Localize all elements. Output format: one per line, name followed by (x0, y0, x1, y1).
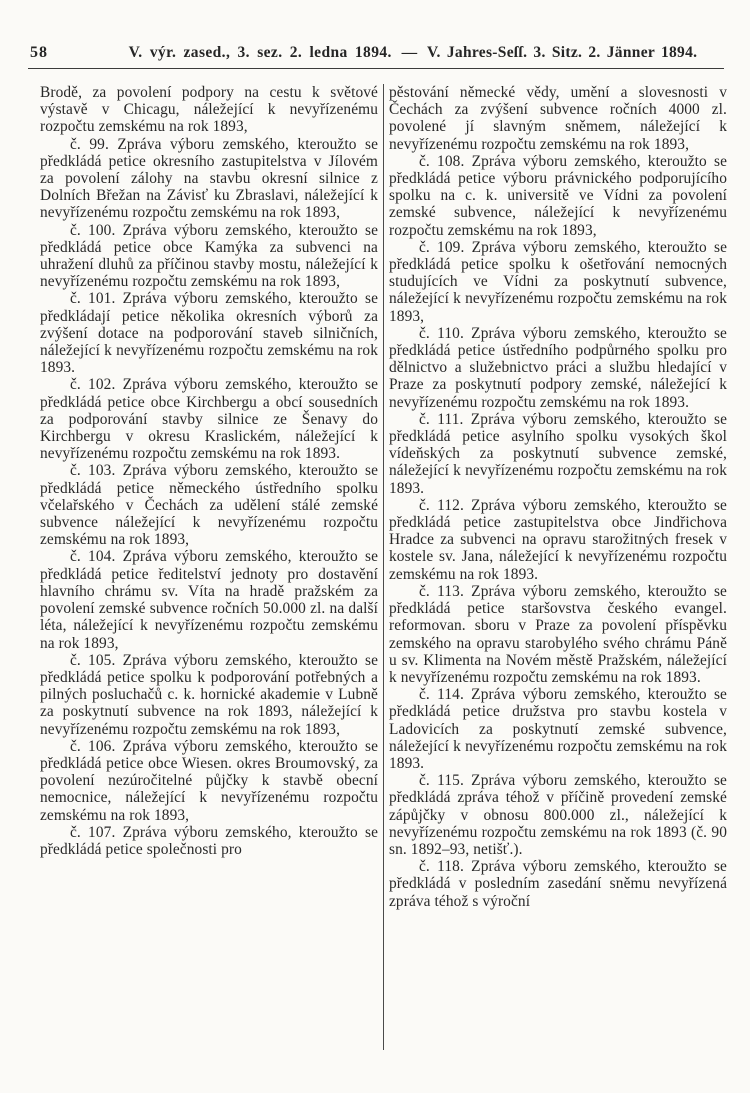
petition-item-106: č. 106. Zpráva výboru zemského, kteroužto se předkládá petice obce Wiesen. okres Broumovský, za povolení nezúročitelné půjčky k stavbě obecní nemocnice, náležející k nevyřízenému rozpočtu zemskému na rok 1893, (40, 737, 378, 824)
running-title (102, 44, 724, 62)
petition-item-114: č. 114. Zpráva výboru zemského, kteroužto se předkládá petice družstva pro stavbu kostela v Ladovicích za poskytnutí zemské subvence, náležející k nevyřízenému rozpočtu zemskému na rok 1893. (389, 686, 727, 772)
petition-item-101: č. 101. Zpráva výboru zemského, kteroužto se předkládají petice několika okresních výborů za zvýšení dotace na podporování staveb silničních, náležející k nevyřízenému rozpočtu zemskému na rok 1893. (40, 290, 378, 377)
petition-item-113: č. 113. Zpráva výboru zemského, kteroužto se předkládá petice staršovstva českého evangel. reformovan. sboru v Praze za povolení příspěvku zemského na opravu starobylého svého chrámu Páně u sv. Klimenta na Novém městě Pražském, náležející k nevyřízenému rozpočtu zemskému na rok 1893. (389, 582, 727, 686)
title-separator: — (401, 44, 418, 61)
paragraph-continuation: Brodě, za povolení podpory na cestu k světové výstavě v Chicagu, náležející k nevyřízenému rozpočtu zemskému na rok 1893, (40, 84, 378, 136)
petition-item-103: č. 103. Zpráva výboru zemského, kteroužto se předkládá petice německého ústředního spolku včelařského v Čechách za udělení stálé zemské subvence náležející k nevyřízenému rozpočtu zemskému na rok 1893, (40, 462, 378, 549)
left-column (40, 84, 378, 1050)
column-divider-rule (383, 84, 384, 1050)
petition-item-99: č. 99. Zpráva výboru zemského, kteroužto se předkládá petice okresního zastupitelstva v Jílovém za povolení zálohy na stavbu okresní silnice z Dolních Břežan na Závisť ku Zbraslavi, náležející k nevyřízenému rozpočtu zemskému na rok 1893, (40, 135, 378, 222)
petition-item-105: č. 105. Zpráva výboru zemského, kteroužto se předkládá petice spolku k podporování potřebných a pilných posluchačů c. k. hornické akademie v Lubně za poskytnutí subvence na rok 1893, náležející k nevyřízenému rozpočtu zemskému na rok 1893, (40, 651, 378, 738)
petition-item-118: č. 118. Zpráva výboru zemského, kteroužto se předkládá v posledním zasedání sněmu nevyřízená zpráva téhož s výroční (389, 858, 727, 910)
page-number: 58 (30, 44, 48, 61)
running-title-czech: V. výr. zased., 3. sez. 2. ledna 1894. (128, 44, 392, 61)
page-header (30, 44, 724, 66)
petition-item-104: č. 104. Zpráva výboru zemského, kteroužto se předkládá petice ředitelství jednoty pro dostavění hlavního chrámu sv. Víta na hradě pražském za povolení zemské subvence ročních 50.000 zl. na další léta, náležející k nevyřízenému rozpočtu zemskému na rok 1893, (40, 548, 378, 652)
right-column (389, 84, 727, 1050)
text-body (40, 84, 727, 1050)
petition-item-111: č. 111. Zpráva výboru zemského, kteroužto se předkládá petice asylního spolku vysokých škol vídeňských za poskytnutí subvence zemské, náležející k nevyřízenému rozpočtu zemskému na rok 1893. (389, 410, 727, 497)
header-rule (28, 68, 724, 69)
running-title-german: V. Jahres-Seſſ. 3. Sitz. 2. Jänner 1894. (427, 44, 698, 61)
petition-item-110: č. 110. Zpráva výboru zemského, kteroužto se předkládá petice ústředního podpůrného spolku pro dělnictvo a služebnictvo práci a službu hledající v Praze za poskytnutí podpory zemské, náležející k nevyřízenému rozpočtu zemskému na rok 1893. (389, 324, 727, 411)
petition-item-109: č. 109. Zpráva výboru zemského, kteroužto se předkládá petice spolku k ošetřování nemocných studujících ve Vídni za poskytnutí subvence, náležející k nevyřízenému rozpočtu zemskému na rok 1893, (389, 238, 727, 325)
petition-item-112: č. 112. Zpráva výboru zemského, kteroužto se předkládá petice zastupitelstva obce Jindřichova Hradce za subvenci na opravu starožitných fresek v kostele sv. Jana, náležející k nevyřízenému rozpočtu zemskému na rok 1893. (389, 496, 727, 583)
petition-item-115: č. 115. Zpráva výboru zemského, kteroužto se předkládá zpráva téhož v příčině provedení zemské zápůjčky v obnosu 800.000 zl., náležející k nevyřízenému rozpočtu zemskému na rok 1893 (č. 90 sn. 1892–93, netišť.). (389, 772, 727, 858)
paragraph-continuation: pěstování německé vědy, umění a slovesnosti v Čechách za zvýšení subvence ročních 4000 zl. povolené jí slavným sněmem, náležející k nevyřízenému rozpočtu zemskému na rok 1893, (389, 84, 727, 153)
petition-item-107: č. 107. Zpráva výboru zemského, kteroužto se předkládá petice společnosti pro (40, 823, 378, 858)
petition-item-102: č. 102. Zpráva výboru zemského, kteroužto se předkládá petice obce Kirchbergu a obcí sousedních za podporování stavby silnice ze Šenavy do Kirchbergu v okresu Kraslickém, náležející k nevyřízenému rozpočtu zemskému na rok 1893. (40, 376, 378, 463)
petition-item-100: č. 100. Zpráva výboru zemského, kteroužto se předkládá petice obce Kamýka za subvenci na uhražení dluhů za příčinou stavby mostu, náležející k nevyřízenému rozpočtu zemskému na rok 1893, (40, 221, 378, 291)
petition-item-108: č. 108. Zpráva výboru zemského, kteroužto se předkládá petice výboru právnického podporujícího spolku na c. k. universitě ve Vídni za povolení zemské subvence, náležející k nevyřízenému rozpočtu zemskému na rok 1893, (389, 152, 727, 239)
